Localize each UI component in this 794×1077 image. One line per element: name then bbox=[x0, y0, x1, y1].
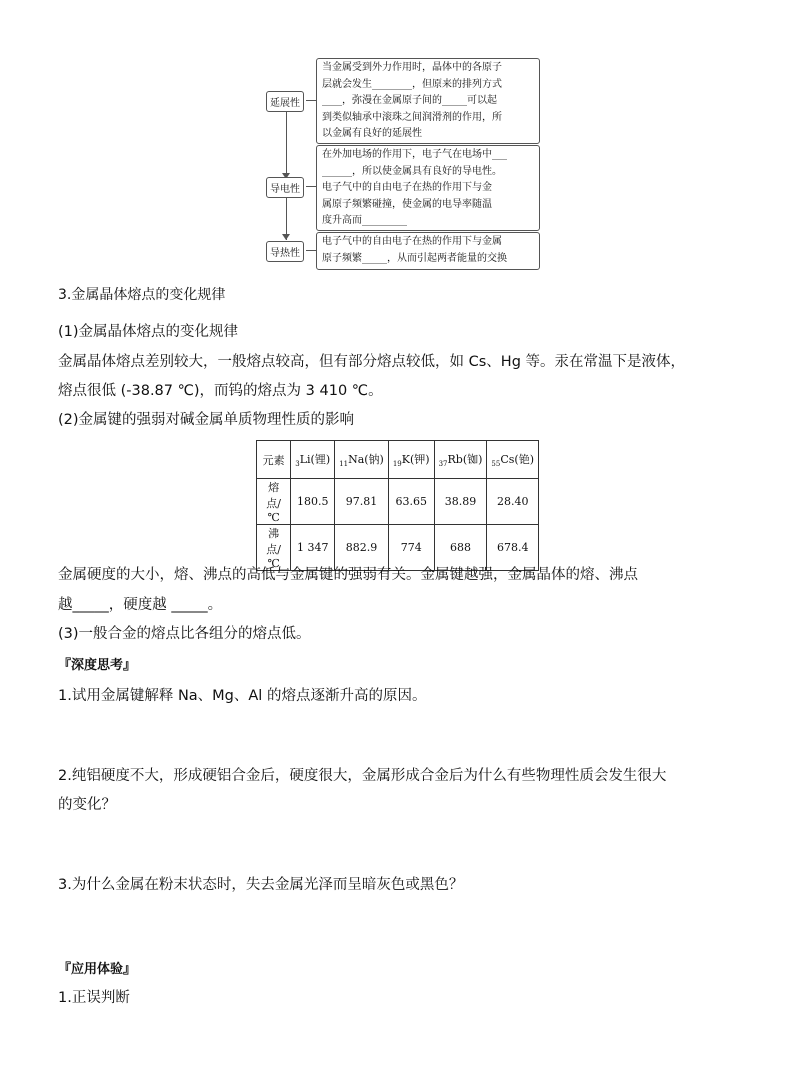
table-header-cell: $_{37}$Rb(铷) bbox=[434, 441, 487, 479]
table-header-row bbox=[257, 441, 539, 479]
subsection-heading: (3)一般合金的熔点比各组分的熔点低。 bbox=[58, 626, 311, 642]
subsection-heading: (1)金属晶体熔点的变化规律 bbox=[58, 324, 239, 340]
conductivity-box bbox=[316, 145, 540, 231]
subsection-heading: (2)金属键的强弱对碱金属单质物理性质的影响 bbox=[58, 412, 355, 428]
ductility-line: 到类似轴承中滚珠之间润滑剂的作用，所 bbox=[322, 111, 502, 123]
paragraph-line: 金属晶体熔点差别较大，一般熔点较高，但有部分熔点较低，如 Cs、Hg 等。汞在常温下是液体， bbox=[58, 354, 686, 370]
paragraph-line: 金属硬度的大小，熔、沸点的高低与金属键的强弱有关。金属键越强，金属晶体的熔、沸点 bbox=[58, 567, 638, 583]
heat-line: 电子气中的自由电子在热的作用下与金属 bbox=[322, 236, 502, 247]
application-item-1: 1.正误判断 bbox=[58, 990, 130, 1006]
table-header-cell: $_{55}$Cs(铯) bbox=[487, 441, 539, 479]
section-heading: 3.金属晶体熔点的变化规律 bbox=[58, 287, 226, 303]
table-cell: 678.4 bbox=[487, 525, 539, 571]
table-cell: 97.81 bbox=[335, 479, 389, 525]
conductivity-tag: 导电性 bbox=[266, 177, 304, 198]
ductility-line: 当金属受到外力作用时，晶体中的各原子 bbox=[322, 62, 502, 73]
ductility-line: ____，弥漫在金属原子间的_____可以起 bbox=[322, 95, 497, 106]
table-cell: 180.5 bbox=[291, 479, 335, 525]
table-cell: 38.89 bbox=[434, 479, 487, 525]
paragraph-line: 越_____，硬度越 _____。 bbox=[58, 597, 223, 613]
table-header-cell: $_3$Li(锂) bbox=[291, 441, 335, 479]
table-cell: 沸点/℃ bbox=[257, 525, 291, 571]
alkali-metal-table bbox=[256, 440, 539, 571]
ductility-tag: 延展性 bbox=[266, 91, 304, 112]
question-3: 3.为什么金属在粉末状态时，失去金属光泽而呈暗灰色或黑色？ bbox=[58, 877, 464, 893]
table-cell: 774 bbox=[388, 525, 434, 571]
table-cell: 28.40 bbox=[487, 479, 539, 525]
table-row bbox=[257, 479, 539, 525]
ductility-line: 层就会发生________，但原来的排列方式 bbox=[322, 78, 502, 90]
table-cell: 882.9 bbox=[335, 525, 389, 571]
conductivity-line: 在外加电场的作用下，电子气在电场中___ bbox=[322, 149, 507, 160]
question-2: 2.纯铝硬度不大，形成硬铝合金后，硬度很大，金属形成合金后为什么有些物理性质会发生很大 bbox=[58, 768, 667, 784]
table-cell: 熔点/℃ bbox=[257, 479, 291, 525]
ductility-line: 以金属有良好的延展性 bbox=[322, 128, 422, 139]
connector-line bbox=[306, 186, 316, 187]
table-header-cell: 元素 bbox=[257, 441, 291, 479]
concept-diagram bbox=[0, 0, 794, 270]
arrow-down-icon bbox=[282, 234, 290, 240]
table-cell: 688 bbox=[434, 525, 487, 571]
conductivity-line: 电子气中的自由电子在热的作用下与金 bbox=[322, 182, 492, 193]
deep-thinking-title: 『深度思考』 bbox=[58, 658, 137, 673]
conductivity-line: 度升高而_________ bbox=[322, 215, 407, 226]
connector-line bbox=[306, 100, 316, 101]
connector-line bbox=[306, 250, 316, 251]
heat-line: 原子频繁_____，从而引起两者能量的交换 bbox=[322, 252, 507, 264]
table-header-cell: $_{19}$K(钾) bbox=[388, 441, 434, 479]
application-title: 『应用体验』 bbox=[58, 962, 137, 977]
ductility-box bbox=[316, 58, 540, 144]
question-1: 1.试用金属键解释 Na、Mg、Al 的熔点逐渐升高的原因。 bbox=[58, 688, 427, 704]
table-cell: 1 347 bbox=[291, 525, 335, 571]
heat-conduction-tag: 导热性 bbox=[266, 241, 304, 262]
table-cell: 63.65 bbox=[388, 479, 434, 525]
table-header-cell: $_{11}$Na(钠) bbox=[335, 441, 389, 479]
heat-conduction-box bbox=[316, 232, 540, 270]
conductivity-line: ______，所以使金属具有良好的导电性。 bbox=[322, 165, 502, 177]
paragraph-line: 熔点很低 (-38.87 ℃)，而钨的熔点为 3 410 ℃。 bbox=[58, 383, 383, 399]
question-2-continued: 的变化？ bbox=[58, 797, 116, 813]
conductivity-line: 属原子频繁碰撞，使金属的电导率随温 bbox=[322, 198, 492, 210]
